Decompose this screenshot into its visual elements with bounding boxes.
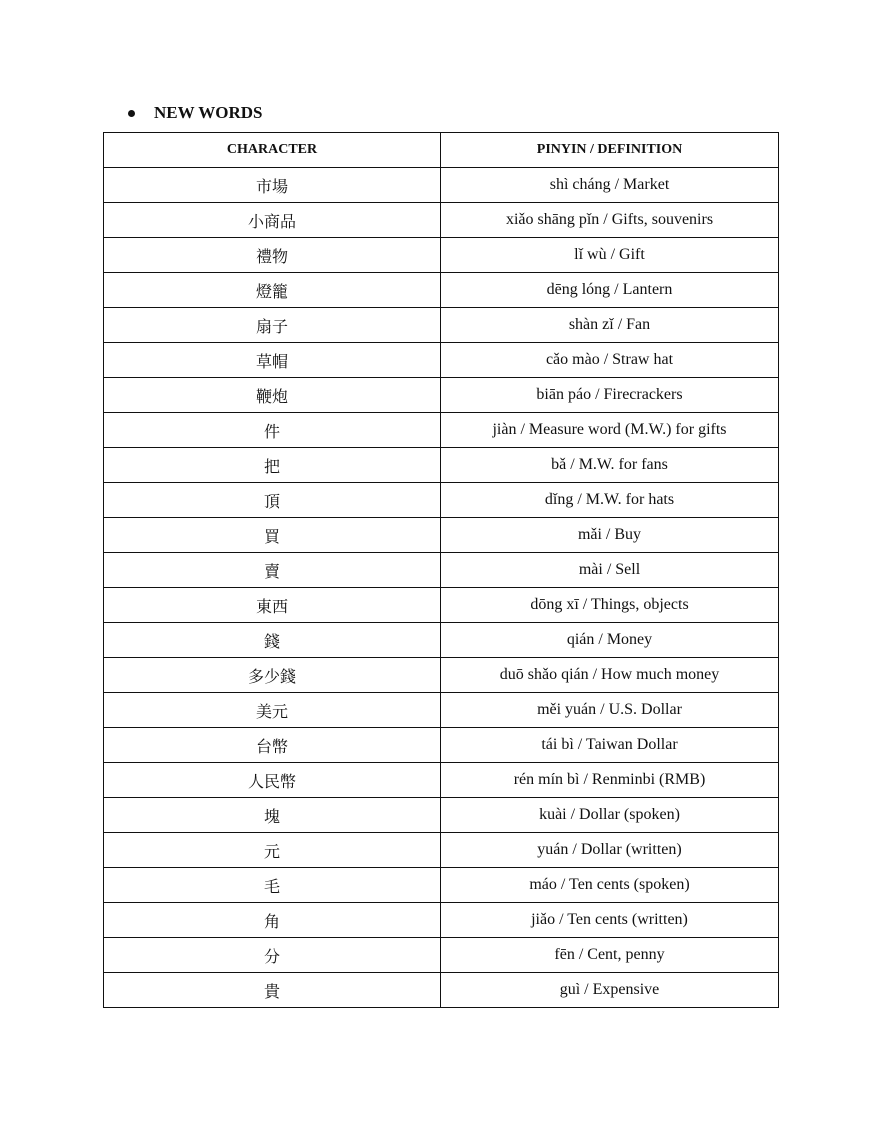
section-title: NEW WORDS [154, 103, 263, 122]
table-row [104, 413, 779, 448]
table-row [104, 693, 779, 728]
character-cell: 美元 [104, 693, 441, 728]
character-cell: 買 [104, 518, 441, 553]
character-cell: 禮物 [104, 238, 441, 273]
column-header-character: CHARACTER [104, 133, 441, 168]
pinyin-definition-cell: měi yuán / U.S. Dollar [441, 693, 779, 728]
character-cell: 把 [104, 448, 441, 483]
table-row [104, 728, 779, 763]
pinyin-definition-cell: mài / Sell [441, 553, 779, 588]
table-row [104, 903, 779, 938]
table-row [104, 868, 779, 903]
pinyin-definition-cell: jiàn / Measure word (M.W.) for gifts [441, 413, 779, 448]
character-cell: 件 [104, 413, 441, 448]
pinyin-definition-cell: tái bì / Taiwan Dollar [441, 728, 779, 763]
character-cell: 塊 [104, 798, 441, 833]
pinyin-definition-cell: kuài / Dollar (spoken) [441, 798, 779, 833]
table-row [104, 168, 779, 203]
pinyin-definition-cell: dōng xī / Things, objects [441, 588, 779, 623]
character-cell: 毛 [104, 868, 441, 903]
table-row [104, 518, 779, 553]
character-cell: 市場 [104, 168, 441, 203]
pinyin-definition-cell: xiǎo shāng pǐn / Gifts, souvenirs [441, 203, 779, 238]
table-row [104, 343, 779, 378]
pinyin-definition-cell: mǎi / Buy [441, 518, 779, 553]
character-cell: 貴 [104, 973, 441, 1008]
bullet-icon [128, 110, 135, 117]
pinyin-definition-cell: bǎ / M.W. for fans [441, 448, 779, 483]
pinyin-definition-cell: qián / Money [441, 623, 779, 658]
pinyin-definition-cell: lǐ wù / Gift [441, 238, 779, 273]
section-heading [128, 103, 262, 123]
character-cell: 鞭炮 [104, 378, 441, 413]
character-cell: 燈籠 [104, 273, 441, 308]
character-cell: 分 [104, 938, 441, 973]
pinyin-definition-cell: shì cháng / Market [441, 168, 779, 203]
character-cell: 草帽 [104, 343, 441, 378]
vocabulary-table-body [104, 168, 779, 1008]
pinyin-definition-cell: yuán / Dollar (written) [441, 833, 779, 868]
character-cell: 多少錢 [104, 658, 441, 693]
pinyin-definition-cell: jiǎo / Ten cents (written) [441, 903, 779, 938]
character-cell: 錢 [104, 623, 441, 658]
character-cell: 賣 [104, 553, 441, 588]
table-row [104, 553, 779, 588]
table-row [104, 448, 779, 483]
character-cell: 人民幣 [104, 763, 441, 798]
character-cell: 扇子 [104, 308, 441, 343]
table-header-row [104, 133, 779, 168]
pinyin-definition-cell: cǎo mào / Straw hat [441, 343, 779, 378]
table-row [104, 798, 779, 833]
table-row [104, 973, 779, 1008]
character-cell: 頂 [104, 483, 441, 518]
pinyin-definition-cell: dēng lóng / Lantern [441, 273, 779, 308]
table-row [104, 763, 779, 798]
table-row [104, 378, 779, 413]
character-cell: 角 [104, 903, 441, 938]
table-row [104, 483, 779, 518]
pinyin-definition-cell: shàn zǐ / Fan [441, 308, 779, 343]
vocabulary-table [103, 132, 779, 1008]
pinyin-definition-cell: guì / Expensive [441, 973, 779, 1008]
table-row [104, 238, 779, 273]
pinyin-definition-cell: biān páo / Firecrackers [441, 378, 779, 413]
table-row [104, 658, 779, 693]
character-cell: 台幣 [104, 728, 441, 763]
pinyin-definition-cell: máo / Ten cents (spoken) [441, 868, 779, 903]
character-cell: 東西 [104, 588, 441, 623]
table-row [104, 623, 779, 658]
pinyin-definition-cell: rén mín bì / Renminbi (RMB) [441, 763, 779, 798]
table-row [104, 588, 779, 623]
pinyin-definition-cell: fēn / Cent, penny [441, 938, 779, 973]
table-row [104, 938, 779, 973]
character-cell: 小商品 [104, 203, 441, 238]
table-row [104, 273, 779, 308]
column-header-definition: PINYIN / DEFINITION [441, 133, 779, 168]
table-row [104, 833, 779, 868]
pinyin-definition-cell: duō shǎo qián / How much money [441, 658, 779, 693]
table-row [104, 308, 779, 343]
pinyin-definition-cell: dǐng / M.W. for hats [441, 483, 779, 518]
table-row [104, 203, 779, 238]
character-cell: 元 [104, 833, 441, 868]
